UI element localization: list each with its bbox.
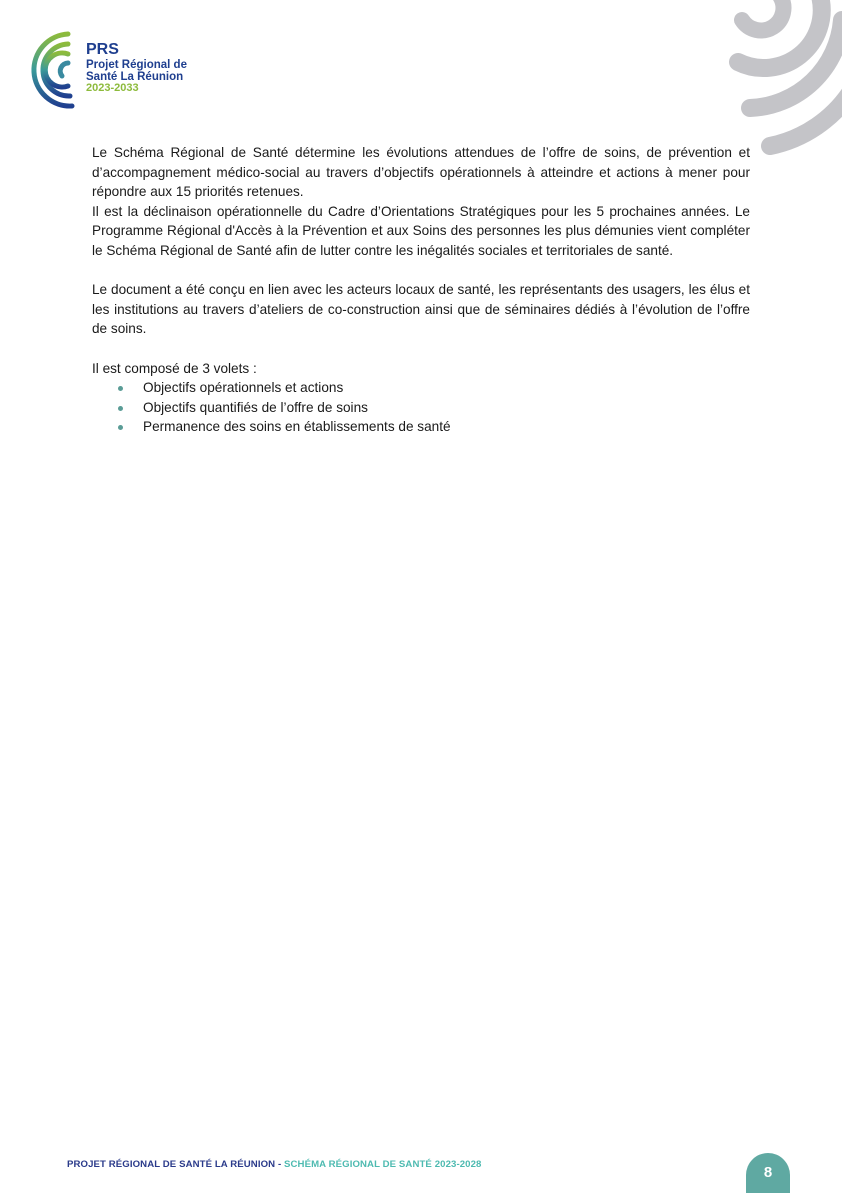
footer: [67, 1159, 481, 1170]
paragraph-3: Le document a été conçu en lien avec les acteurs locaux de santé, les représentants des usagers, les élus et les institutions au travers d’ateliers de co-construction ainsi que de séminaires dédiés à l’évolution de l’offre de soins.: [92, 282, 750, 337]
volets-list: [92, 378, 750, 437]
logo-line2: Santé La Réunion: [86, 70, 184, 83]
list-item: Objectifs opérationnels et actions: [92, 378, 750, 398]
body-content: [92, 143, 750, 437]
list-item: Objectifs quantifiés de l’offre de soins: [92, 398, 750, 418]
logo-acronym: PRS: [86, 41, 119, 58]
paragraph-1: Le Schéma Régional de Santé détermine les évolutions attendues de l’offre de soins, de prévention et d’accompagnement médico-social au travers d’objectifs opérationnels à atteindre et actions à mener pour répondre aux 15 priorités retenues.: [92, 145, 750, 200]
logo-years: 2023-2033: [86, 81, 139, 94]
logo-line1: Projet Régional de: [86, 58, 187, 71]
decorative-arcs-icon: [702, 0, 842, 160]
list-intro: Il est composé de 3 volets :: [92, 360, 257, 376]
prs-logo: [24, 30, 194, 110]
paragraph-2: Il est la déclinaison opérationnelle du Cadre d’Orientations Stratégiques pour les 5 prochaines années. Le Programme Régional d'Accès à la Prévention et aux Soins des personnes les plus démunies vient compléter le Schéma Régional de Santé afin de lutter contre les inégalités sociales et territoriales de santé.: [92, 203, 750, 258]
list-item: Permanence des soins en établissements de santé: [92, 417, 750, 437]
bullet-icon: [118, 386, 123, 391]
logo-arcs-icon: [24, 30, 84, 110]
footer-schema: SCHÉMA RÉGIONAL DE SANTÉ 2023-2028: [284, 1159, 482, 1170]
footer-project: PROJET RÉGIONAL DE SANTÉ LA RÉUNION -: [67, 1159, 285, 1170]
bullet-icon: [118, 425, 123, 430]
page-number: 8: [746, 1153, 790, 1193]
bullet-icon: [118, 406, 123, 411]
